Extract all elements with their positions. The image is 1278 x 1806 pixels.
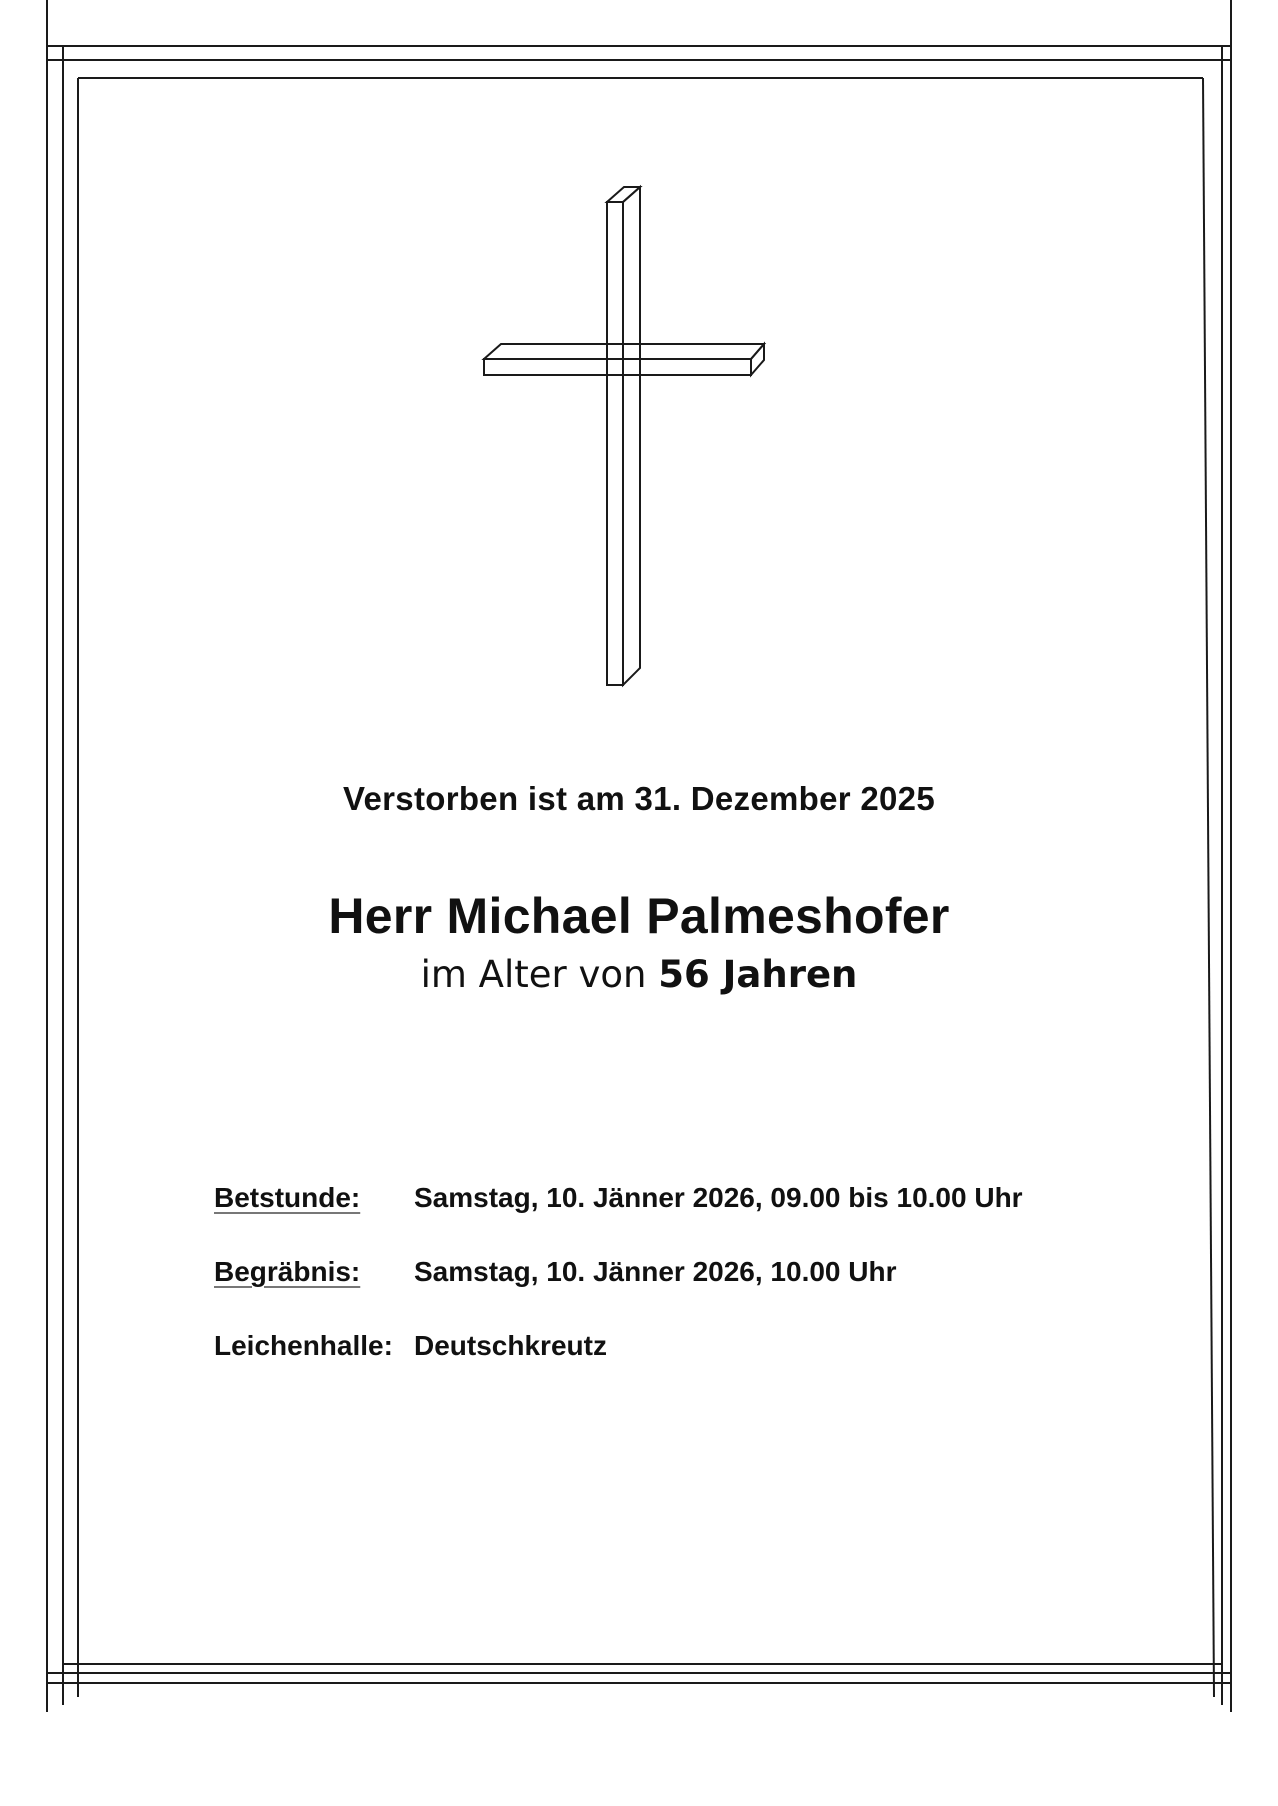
age-value: 56 Jahren [658, 953, 858, 996]
detail-value: Samstag, 10. Jänner 2026, 09.00 bis 10.00 Uhr [414, 1182, 1023, 1213]
detail-value: Deutschkreutz [414, 1330, 607, 1361]
detail-label: Leichenhalle: [214, 1330, 393, 1361]
detail-label: Betstunde: [214, 1182, 361, 1213]
age-line [0, 953, 1278, 996]
death-date-line: Verstorben ist am 31. Dezember 2025 [343, 780, 935, 817]
detail-value: Samstag, 10. Jänner 2026, 10.00 Uhr [414, 1256, 897, 1287]
cross-icon [484, 187, 764, 685]
age-prefix: im Alter von [420, 953, 647, 996]
deceased-name: Herr Michael Palmeshofer [328, 888, 950, 944]
detail-label: Begräbnis: [214, 1256, 361, 1287]
